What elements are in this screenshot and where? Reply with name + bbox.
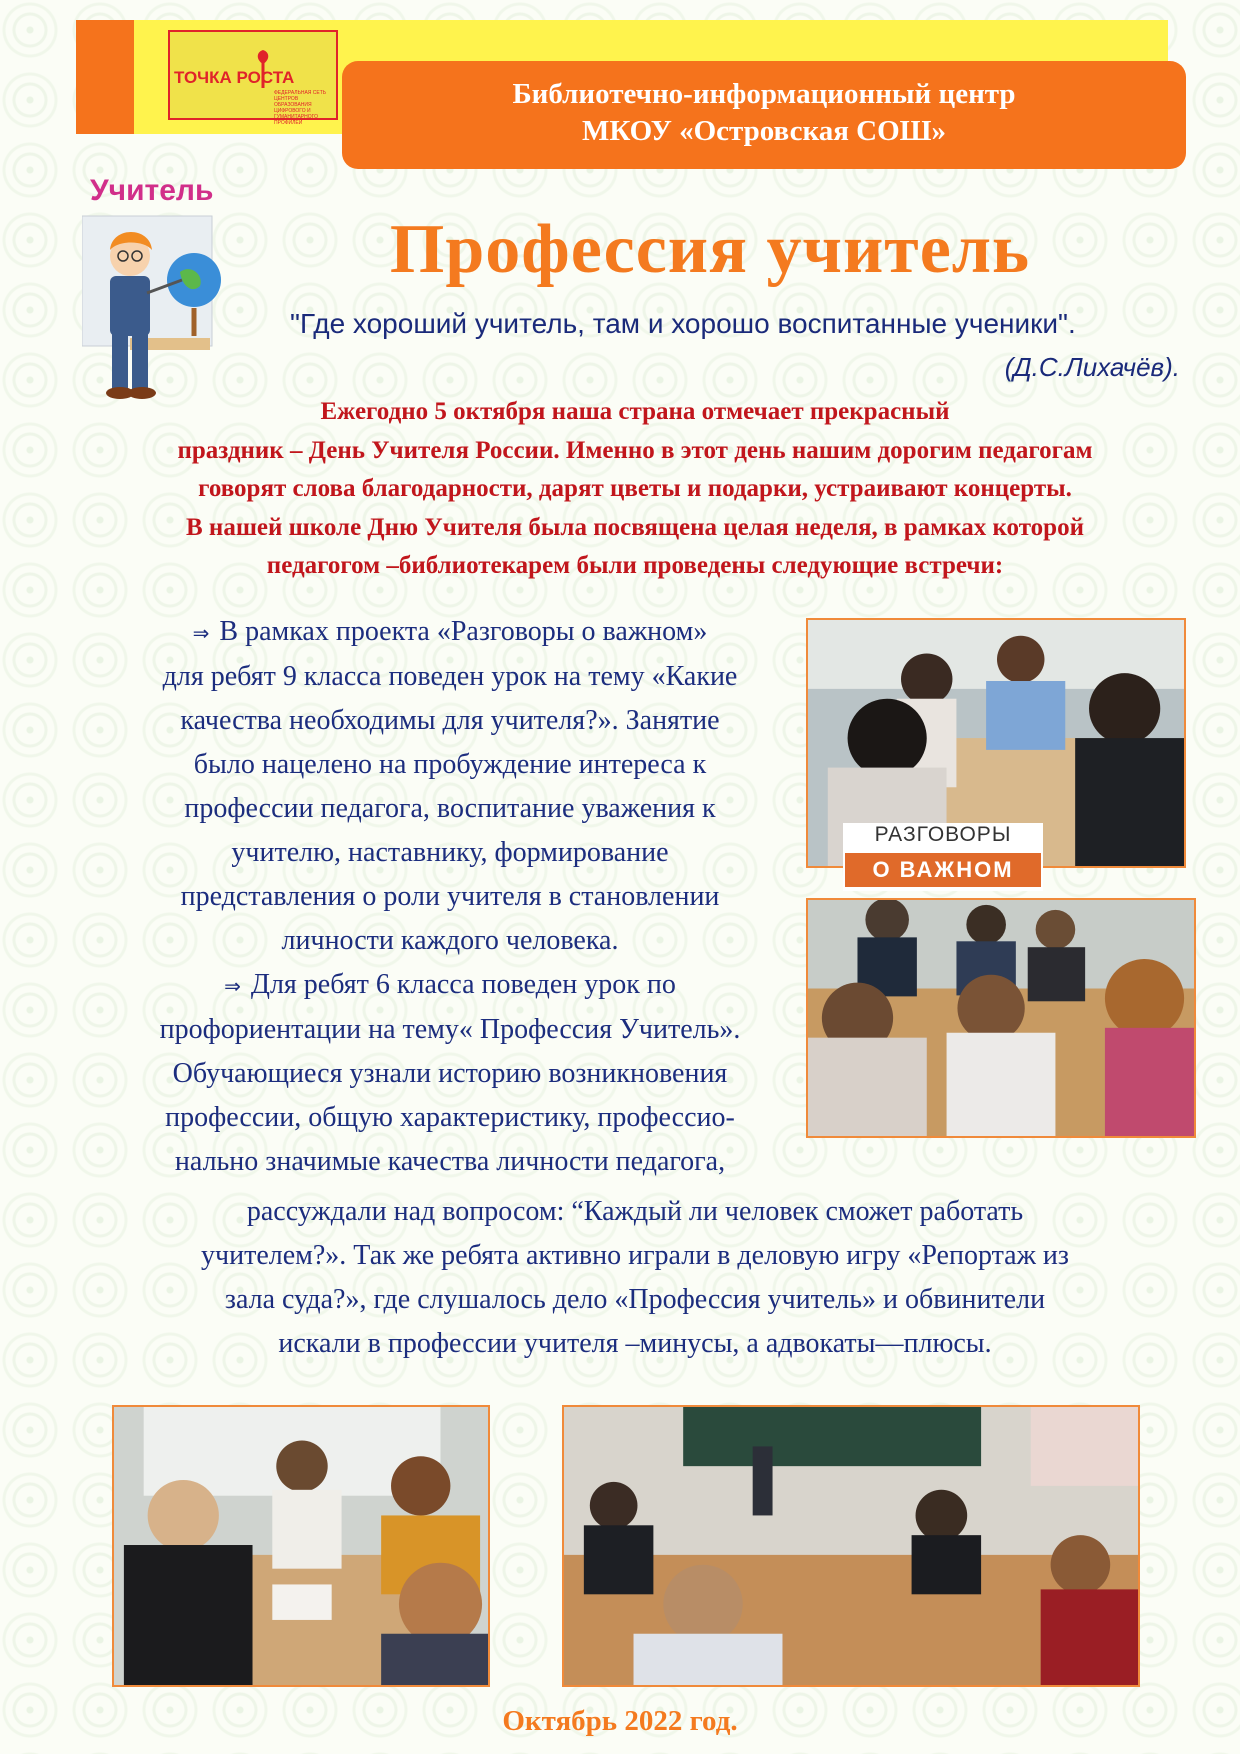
intro-line: педагогом –библиотекарем были проведены следующие встречи: [266,552,1004,579]
classroom-photo-2 [806,898,1196,1138]
footer-date: Октябрь 2022 год. [502,1705,738,1737]
teacher-illustration [82,168,232,408]
section1-line: профессии педагога, воспитание уважения к [184,793,716,824]
intro-paragraph [90,393,1180,586]
logo-subtext: ФЕДЕРАЛЬНАЯ СЕТЬ ЦЕНТРОВ ОБРАЗОВАНИЯ ЦИФРОВОГО И ГУМАНИТАРНОГО ПРОФИЛЕЙ [274,90,327,126]
header-title-line-1: Библиотечно-информационный центр [512,78,1016,110]
header-accent-bar [76,20,134,134]
badge-bottom-text: О ВАЖНОМ [845,853,1041,887]
section2-line: зала суда?», где слушалось дело «Профессия учитель» и обвинители [224,1284,1046,1315]
activities-text-continued [100,1190,1170,1366]
section2-line: учителем?». Так же ребята активно играли в деловую игру «Репортаж из [201,1240,1069,1271]
header-title-line-2: МКОУ «Островская СОШ» [581,115,946,147]
section2-line: искали в профессии учителя –минусы, а адвокаты—плюсы. [278,1328,992,1359]
section1-line: для ребят 9 класса поведен урок на тему «Какие [162,661,738,692]
intro-line: В нашей школе Дню Учителя была посвящена целая неделя, в рамках которой [186,513,1084,541]
tochka-rosta-logo [168,30,338,126]
classroom-photo-3 [112,1405,490,1687]
section2-line: нально значимые качества личности педагога, [174,1146,726,1177]
section1-line: личности каждого человека. [281,925,619,956]
section1-line: учителю, наставнику, формирование [231,837,669,868]
section2-line: ⇒ Для ребят 6 класса поведен урок по [224,969,676,1000]
section2-line: рассуждали над вопросом: “Каждый ли человек сможет работать [246,1196,1024,1227]
activities-text [100,610,800,1184]
header-title [342,61,1186,169]
section1-line: представления о роли учителя в становлении [180,881,720,912]
badge-top-text: РАЗГОВОРЫ [874,823,1012,846]
classroom-photo-4 [562,1405,1140,1687]
illustration-label: Учитель [90,174,214,207]
quote-author: (Д.С.Лихачёв). [1004,352,1180,382]
arrow-right-icon: ⇒ [192,621,210,645]
section1-line: было нацелено на пробуждение интереса к [193,749,707,780]
section1-line: ⇒ В рамках проекта «Разговоры о важном» [192,616,708,647]
razgovory-o-vazhnom-badge [843,823,1043,891]
quote: "Где хороший учитель, там и хорошо воспитанные ученики". [290,308,1076,339]
section2-line: Обучающиеся узнали историю возникновения [172,1058,728,1089]
section1-line: качества необходимы для учителя?». Занятие [180,705,720,736]
intro-line: Ежегодно 5 октября наша страна отмечает прекрасный [320,398,950,425]
intro-line: говорят слова благодарности, дарят цветы и подарки, устраивают концерты. [198,475,1072,502]
intro-line: праздник – День Учителя России. Именно в этот день нашим дорогим педагогам [177,436,1093,464]
page-title: Профессия учитель [389,211,1031,288]
arrow-right-icon: ⇒ [224,974,241,998]
section2-line: профориентации на тему« Профессия Учитель». [159,1014,741,1045]
section2-line: профессии, общую характеристику, профессио- [165,1102,735,1133]
logo-text: ТОЧКА РОСТА [174,68,295,87]
